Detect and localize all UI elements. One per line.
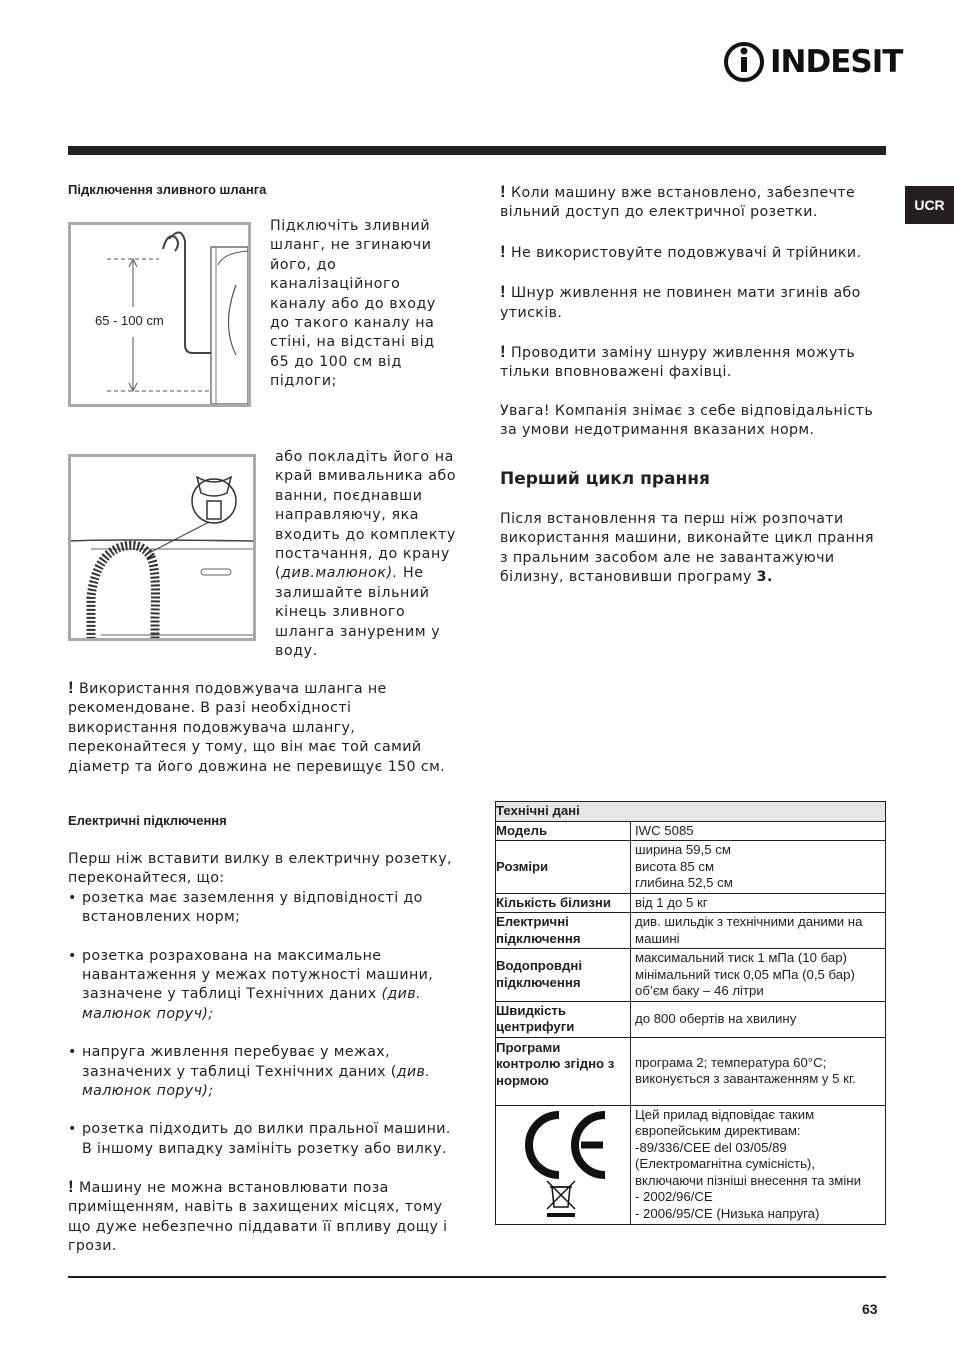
check-item-grounding: • розетка має заземлення у відповідності до встановлених норм;	[68, 889, 456, 928]
brand-name: INDESIT	[770, 44, 903, 80]
row-value	[631, 949, 886, 1002]
liability-notice: Увага! Компанія знімає з себе відповідальність за умови недотримання вказаних норм.	[500, 402, 874, 439]
row-value	[631, 913, 886, 949]
warning-no-extensions-text: Не використовуйте подовжувачі й трійники.	[510, 244, 862, 261]
logo-i-icon	[724, 40, 768, 84]
electrical-warning-text: Машину не можна встановлювати поза приміщенням, навіть в захищених місцях, тому що дуже небезпечно піддавати її впливу дощу і грози.	[68, 1180, 448, 1255]
row-value	[631, 1001, 886, 1037]
value-line: глибина 52,5 см	[635, 875, 733, 890]
warning-socket-access-text: Коли машину вже встановлено, забезпечте вільний доступ до електричної розетки.	[500, 185, 856, 221]
warning-socket-access	[500, 182, 886, 223]
bottom-rule	[68, 1276, 886, 1278]
value-line: див. шильдік з технічними даними на машині	[635, 914, 863, 946]
drain-para-2-text: або покладіть його на край вмивальника або ванни, поєднавши направляючу, яка входить до комплекту постачання, до крану (	[275, 449, 457, 582]
warning-no-extensions	[500, 242, 886, 263]
row-key: Модель	[496, 821, 631, 841]
electrical-warning	[68, 1177, 456, 1257]
warning-cord-replacement-text: Проводити заміну шнуру живлення можуть тільки вповноважені фахівці.	[500, 345, 856, 381]
table-row	[496, 949, 886, 1002]
row-key: Програми контролю згідно з нормою	[496, 1037, 631, 1105]
table-row	[496, 1001, 886, 1037]
check-item-load-text: розетка розрахована на максимальне навантаження у межах потужності машини, зазначене у таблиці Технічних даних	[82, 947, 434, 1003]
value-line: IWC 5085	[635, 822, 694, 838]
electrical-body	[68, 850, 456, 1159]
check-item-load-ref: (див. малюнок поруч);	[82, 986, 421, 1022]
row-key: Електричні підключення	[496, 913, 631, 949]
drain-para-2	[275, 448, 457, 661]
first-cycle-program: 3.	[756, 569, 773, 586]
table-header-row	[496, 802, 886, 822]
top-rule	[68, 146, 886, 155]
table-row	[496, 841, 886, 894]
table-row-ce	[496, 1105, 886, 1225]
drain-figure-wall	[68, 222, 251, 407]
drain-warning	[68, 678, 456, 777]
first-cycle-heading: Перший цикл прання	[500, 469, 710, 489]
warning-mark: !	[500, 241, 507, 261]
value-line: виконується з завантаженням у 5 кг.	[635, 1071, 856, 1086]
drain-para-1: Підключіть зливний шланг, не згинаючи його, до каналізаційного каналу або до входу до такого каналу на стіні, на відстані від 65 до 100 см від підлоги;	[270, 218, 436, 390]
first-cycle-body: Після встановлення та перш ніж розпочати використання машини, виконайте цикл прання з пральним засобом але не завантажуючи білизну, встановивши програму	[500, 511, 874, 586]
drain-warning-text: Використання подовжувача шланга не рекомендоване. В разі необхідності використання подовжувача шлангу, переконайтеся у тому, що він має той самий діаметр та його довжина не перевищує 150 см.	[68, 681, 446, 775]
ce-directives	[631, 1105, 886, 1225]
check-item-load	[68, 947, 456, 1025]
warning-cord-bends-text: Шнур живлення не повинен мати згинів або утисків.	[500, 285, 861, 321]
drain-figure-sink	[68, 454, 256, 641]
value-line: висота 85 см	[635, 858, 715, 874]
value-line: до 800 обертів на хвилину	[635, 1010, 797, 1026]
drain-para-2-tail: Не залишайте вільний кінець зливного шланга зануреним у воду.	[275, 565, 441, 660]
ce-mark-cell	[496, 1105, 631, 1225]
value-line: об’єм баку – 46 літри	[635, 983, 764, 998]
value-line: -89/336/CEE del 03/05/89	[635, 1139, 787, 1155]
value-line: максимальний тиск 1 мПа (10 бар)	[635, 950, 847, 965]
row-value	[631, 893, 886, 913]
value-line: - 2006/95/CE (Низька напруга)	[635, 1205, 820, 1221]
drain-hose-sink-illustration	[71, 457, 253, 638]
row-key: Швидкість центрифуги	[496, 1001, 631, 1037]
warning-mark: !	[68, 678, 75, 697]
row-value	[631, 821, 886, 841]
warning-mark: !	[500, 282, 507, 302]
warning-cord-bends	[500, 282, 886, 323]
value-line: включаючи пізніші внесення та зміни	[635, 1172, 861, 1188]
value-line: програма 2; температура 60°C;	[635, 1054, 827, 1070]
height-label: 65 - 100 cm	[95, 313, 164, 328]
table-row	[496, 1037, 886, 1105]
warning-cord-replacement	[500, 342, 886, 383]
right-warnings	[500, 182, 886, 441]
ce-mark-icon	[507, 1107, 617, 1219]
page-number: 63	[862, 1301, 878, 1317]
check-item-voltage-ref: див. малюнок поруч);	[82, 1063, 431, 1100]
check-item-plug: • розетка підходить до вилки пральної машини. В іншому випадку замініть розетку або вилку.	[68, 1120, 456, 1159]
table-row	[496, 893, 886, 913]
value-line: (Електромагнітна сумісність),	[635, 1156, 815, 1171]
electrical-intro: Перш ніж вставити вилку в електричну розетку, переконайтеся, що:	[68, 851, 452, 887]
value-line: від 1 до 5 кг	[635, 894, 708, 910]
first-cycle-text	[500, 510, 886, 588]
electrical-heading: Електричні підключення	[68, 813, 227, 828]
row-key: Водопровдні підключення	[496, 949, 631, 1002]
electrical-checklist	[68, 889, 456, 1159]
technical-data-table	[495, 801, 886, 1225]
language-tab: UCR	[905, 186, 954, 224]
indesit-logo	[724, 40, 903, 84]
warning-mark: !	[500, 182, 507, 201]
table-title: Технічні дані	[496, 802, 886, 822]
value-line: ширина 59,5 см	[635, 842, 731, 857]
value-line: - 2002/96/CE	[635, 1189, 713, 1204]
row-value	[631, 841, 886, 894]
value-line: мінімальний тиск 0,05 мПа (0,5 бар)	[635, 966, 855, 982]
table-row	[496, 821, 886, 841]
check-item-voltage	[68, 1043, 456, 1101]
warning-mark: !	[500, 342, 507, 362]
row-value	[631, 1037, 886, 1105]
drain-heading: Підключення зливного шланга	[68, 182, 267, 197]
table-row	[496, 913, 886, 949]
value-line: Цей прилад відповідає таким європейським директивам:	[635, 1106, 815, 1138]
row-key: Кількість білизни	[496, 893, 631, 913]
check-item-voltage-text: напруга живлення перебуває у межах, зазначених у таблиці Технічних даних (	[82, 1044, 397, 1080]
row-key: Розміри	[496, 841, 631, 894]
drain-para-2-italic: див.малюнок).	[281, 565, 398, 582]
warning-mark: !	[68, 1177, 75, 1196]
